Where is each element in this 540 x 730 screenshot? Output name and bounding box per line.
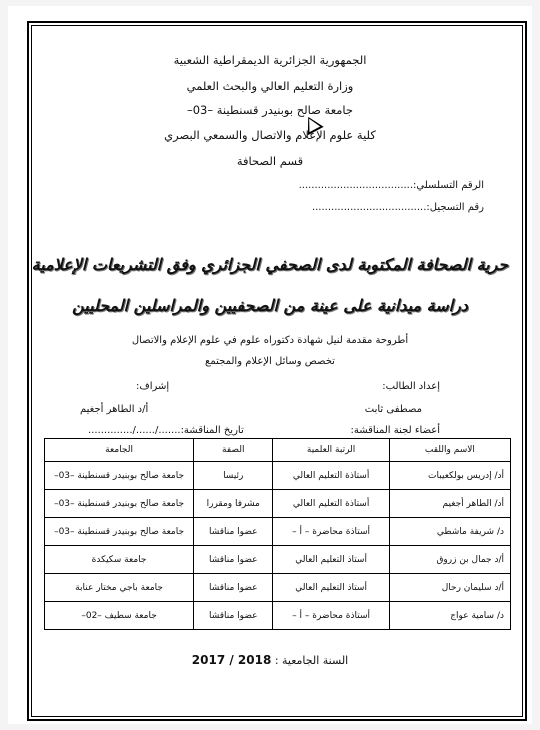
- record-dots: ....................................: [311, 202, 427, 213]
- member-role: مشرفا ومقررا: [194, 490, 273, 518]
- member-role: عضوا مناقشا: [194, 574, 273, 602]
- member-rank: أستاذ التعليم العالي: [273, 574, 390, 602]
- member-role: رئيسا: [194, 462, 273, 490]
- specialty-line: تخصص وسائل الإعلام والمجتمع: [205, 356, 335, 367]
- academic-year: [0, 653, 540, 667]
- member-name: أد/ الطاهر أجغيم: [389, 490, 510, 518]
- member-university: جامعة باجي مختار عنابة: [45, 574, 194, 602]
- academic-year-value: 2017 / 2018: [191, 653, 272, 667]
- table-row: [45, 574, 511, 602]
- serial-dots: ....................................: [298, 180, 414, 191]
- member-name: أ/د جمال بن زروق: [389, 546, 510, 574]
- thesis-title-line2: دراسة ميدانية على عينة من الصحفيين والمراسلين المحليين: [72, 296, 468, 315]
- member-role: عضوا مناقشا: [194, 518, 273, 546]
- member-rank: أستاذ التعليم العالي: [273, 546, 390, 574]
- member-university: جامعة صالح بوبنيدر قسنطينة –03–: [45, 518, 194, 546]
- university-line: جامعة صالح بوبنيدر قسنطينة –03–: [186, 103, 354, 117]
- record-label: رقم التسجيل:: [426, 202, 484, 213]
- member-rank: أستاذة محاضرة – أ –: [273, 602, 390, 630]
- committee-label: أعضاء لجنة المناقشة:: [350, 425, 440, 436]
- supervisor-label: إشراف:: [136, 381, 170, 392]
- header-rank: الرتبة العلمية: [273, 439, 390, 462]
- thesis-description: أطروحة مقدمة لنيل شهادة دكتوراه علوم في علوم الإعلام والاتصال: [131, 335, 409, 346]
- member-university: جامعة صالح بوبنيدر قسنطينة –03–: [45, 490, 194, 518]
- jury-header-row: [45, 439, 511, 462]
- table-row: [45, 462, 511, 490]
- member-university: جامعة سطيف –02–: [45, 602, 194, 630]
- member-rank: أستاذة التعليم العالي: [273, 490, 390, 518]
- member-university: جامعة صالح بوبنيدر قسنطينة –03–: [45, 462, 194, 490]
- table-row: [45, 546, 511, 574]
- supervisor-name: أ/د الطاهر أجغيم: [80, 404, 149, 415]
- academic-year-label: السنة الجامعية :: [274, 654, 349, 667]
- ministry-line: وزارة التعليم العالي والبحث العلمي: [186, 79, 354, 93]
- serial-number-field: [299, 180, 484, 191]
- member-name: أ/د سليمان رحال: [389, 574, 510, 602]
- member-name: د/ شريفة ماشطي: [389, 518, 510, 546]
- member-university: جامعة سكيكدة: [45, 546, 194, 574]
- defense-date: تاريخ المناقشة:......./....../..............: [88, 425, 244, 436]
- thesis-title-line1: حرية الصحافة المكتوبة لدى الصحفي الجزائري وفق التشريعات الإعلامية: [31, 255, 509, 274]
- header-name: الاسم واللقب: [389, 439, 510, 462]
- student-name: مصطفى ثابت: [364, 404, 422, 415]
- member-name: أد/ إدريس بولكعيبات: [389, 462, 510, 490]
- member-rank: أستاذة التعليم العالي: [273, 462, 390, 490]
- table-row: [45, 518, 511, 546]
- table-row: [45, 490, 511, 518]
- republic-line: الجمهورية الجزائرية الديمقراطية الشعبية: [173, 53, 367, 67]
- department-line: قسم الصحافة: [236, 154, 304, 168]
- prepared-label: إعداد الطالب:: [382, 381, 440, 392]
- member-role: عضوا مناقشا: [194, 546, 273, 574]
- serial-label: الرقم التسلسلي:: [413, 180, 484, 191]
- record-number-field: [312, 202, 484, 213]
- member-name: د/ سامية عواج: [389, 602, 510, 630]
- header-university: الجامعة: [45, 439, 194, 462]
- header-role: الصفة: [194, 439, 273, 462]
- table-row: [45, 602, 511, 630]
- member-role: عضوا مناقشا: [194, 602, 273, 630]
- faculty-line: كلية علوم الإعلام والاتصال والسمعي البصري: [164, 128, 376, 142]
- jury-table: [44, 438, 511, 630]
- member-rank: أستاذة محاضرة – أ –: [273, 518, 390, 546]
